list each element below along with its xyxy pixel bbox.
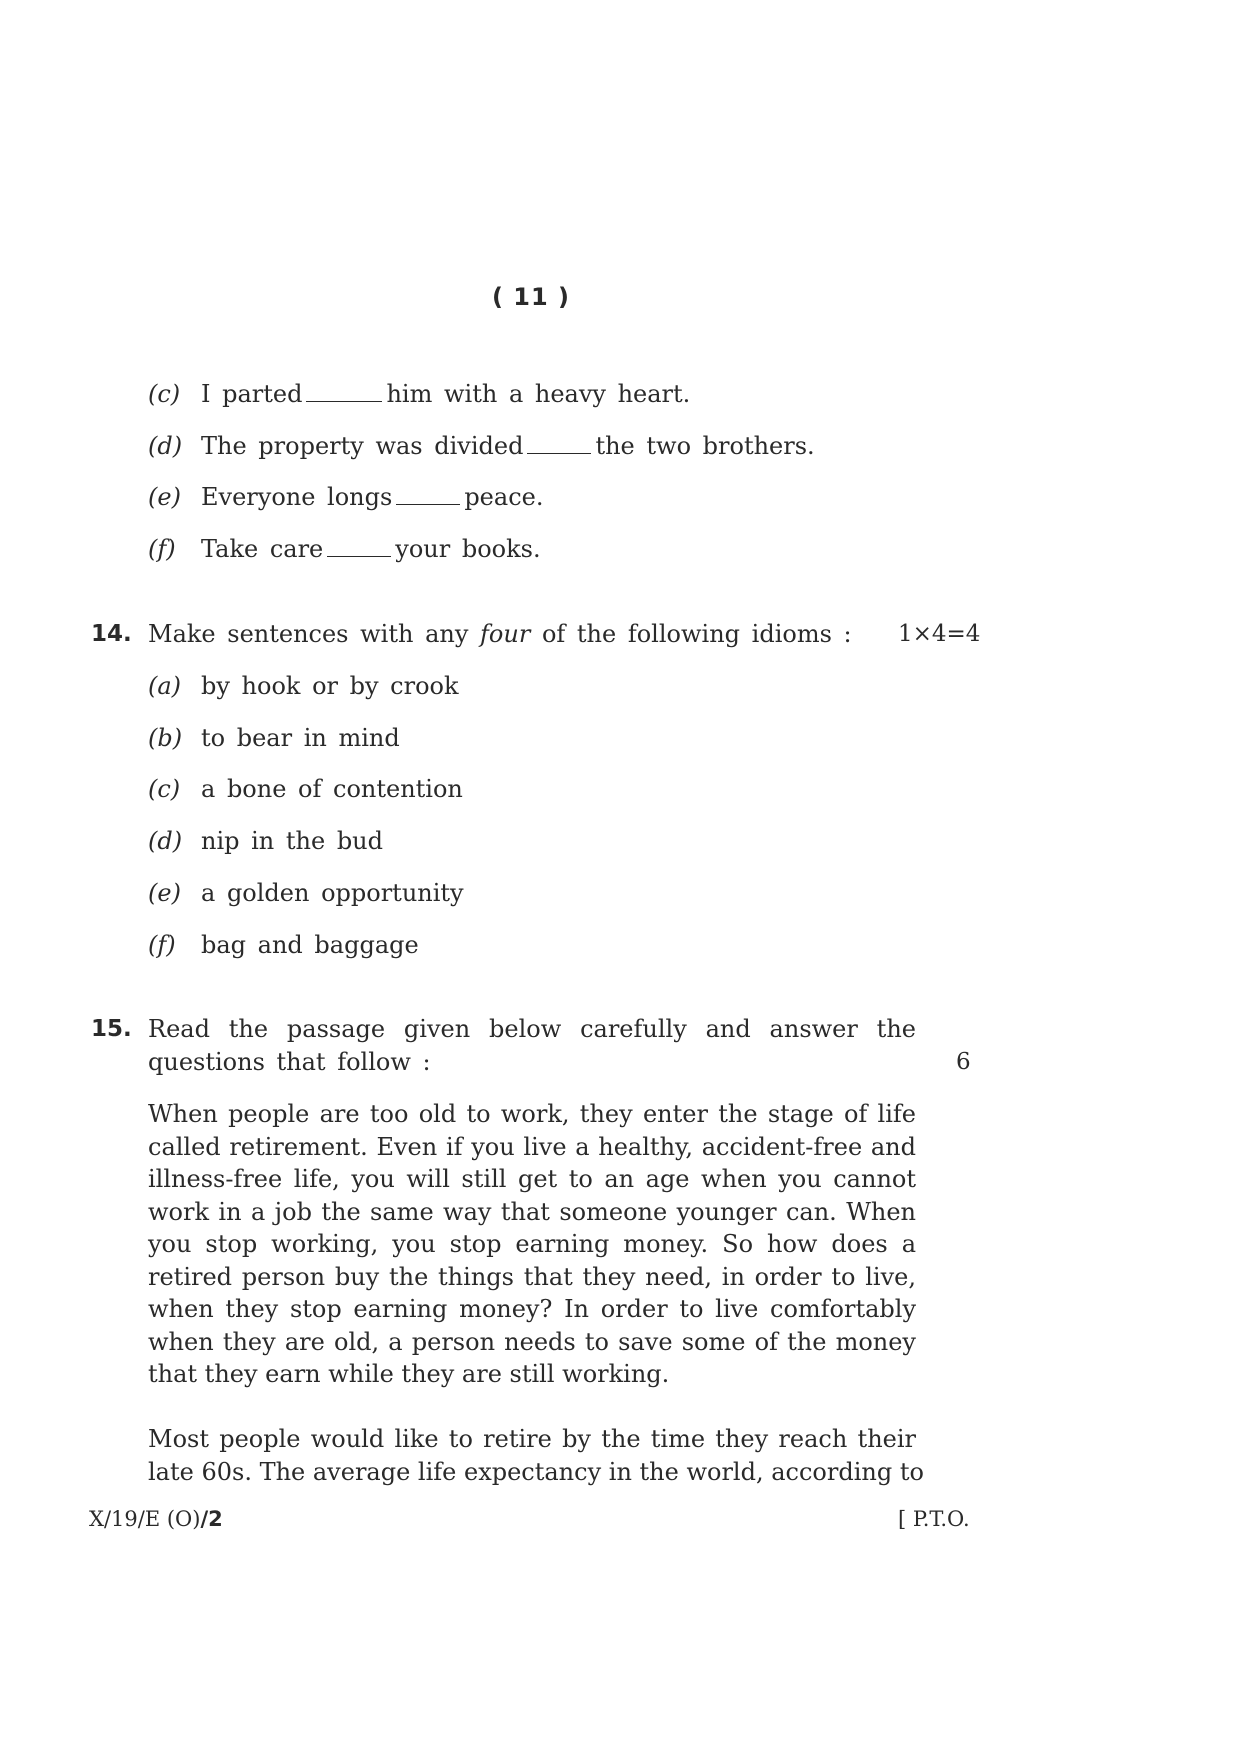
item-label: (c): [148, 775, 181, 803]
passage-line: Most people would like to retire by the time they reach their: [148, 1425, 916, 1453]
question-marks: 6: [956, 1049, 971, 1075]
question-number: 15.: [91, 1016, 132, 1042]
idiom-item: a bone of contention: [201, 775, 463, 803]
item-label: (f): [148, 535, 176, 563]
paper-code-text: X/19/E (O): [89, 1507, 201, 1531]
passage-line: called retirement. Even if you live a healthy, accident-free and: [148, 1132, 916, 1161]
passage-line: you stop working, you stop earning money. So how does a: [148, 1230, 916, 1258]
item-text-before: I parted: [201, 380, 303, 408]
item-text-after: him with a heavy heart.: [386, 380, 691, 408]
paper-code-page: /2: [200, 1507, 223, 1531]
item-text-before: The property was divided: [201, 432, 524, 460]
question-number: 14.: [91, 621, 132, 647]
item-label: (b): [148, 724, 183, 752]
item-label: (c): [148, 380, 181, 408]
answer-blank: [306, 381, 382, 402]
passage-line: that they earn while they are still working.: [148, 1360, 670, 1388]
item-label: (d): [148, 432, 183, 460]
answer-blank: [327, 536, 391, 557]
answer-blank: [527, 433, 591, 454]
item-label: (a): [148, 672, 182, 700]
item-label: (e): [148, 879, 181, 907]
idiom-item: bag and baggage: [201, 931, 419, 959]
item-text-after: the two brothers.: [595, 432, 815, 460]
question-text-line: Read the passage given below carefully and answer the: [148, 1015, 916, 1043]
item-label: (e): [148, 483, 181, 511]
idiom-item: a golden opportunity: [201, 879, 464, 907]
passage-line: retired person buy the things that they need, in order to live,: [148, 1262, 916, 1291]
question-text: [148, 618, 852, 650]
passage-line: when they stop earning money? In order to live comfortably: [148, 1295, 916, 1323]
passage-paragraph-2: [148, 1423, 924, 1488]
idiom-item: by hook or by crook: [201, 672, 459, 700]
question-text-line: questions that follow :: [148, 1048, 431, 1076]
item-text-before: Take care: [201, 535, 324, 563]
question-text: [148, 1013, 916, 1046]
answer-blank: [396, 484, 460, 505]
paper-code: [89, 1505, 223, 1533]
passage-paragraph-1: [148, 1098, 916, 1391]
idiom-item: nip in the bud: [201, 827, 384, 855]
item-text-after: peace.: [464, 483, 544, 511]
passage-line: when they are old, a person needs to save some of the money: [148, 1327, 916, 1356]
question-text-part: Make sentences with any: [148, 620, 469, 648]
passage-line: late 60s. The average life expectancy in the world, according to: [148, 1457, 924, 1486]
item-text-after: your books.: [395, 535, 541, 563]
page-number: ( 11 ): [491, 283, 571, 311]
item-text-before: Everyone longs: [201, 483, 393, 511]
question-text-part: of the following idioms :: [541, 620, 852, 648]
item-label: (d): [148, 827, 183, 855]
item-label: (f): [148, 931, 176, 959]
idiom-item: to bear in mind: [201, 724, 400, 752]
pto-marker: [ P.T.O.: [898, 1507, 970, 1531]
passage-line: illness-free life, you will still get to an age when you cannot: [148, 1165, 916, 1193]
passage-line: When people are too old to work, they enter the stage of life: [148, 1100, 916, 1128]
question-marks: 1×4=4: [898, 621, 981, 647]
question-text-emphasis: four: [480, 620, 531, 648]
passage-line: work in a job the same way that someone younger can. When: [148, 1197, 916, 1226]
